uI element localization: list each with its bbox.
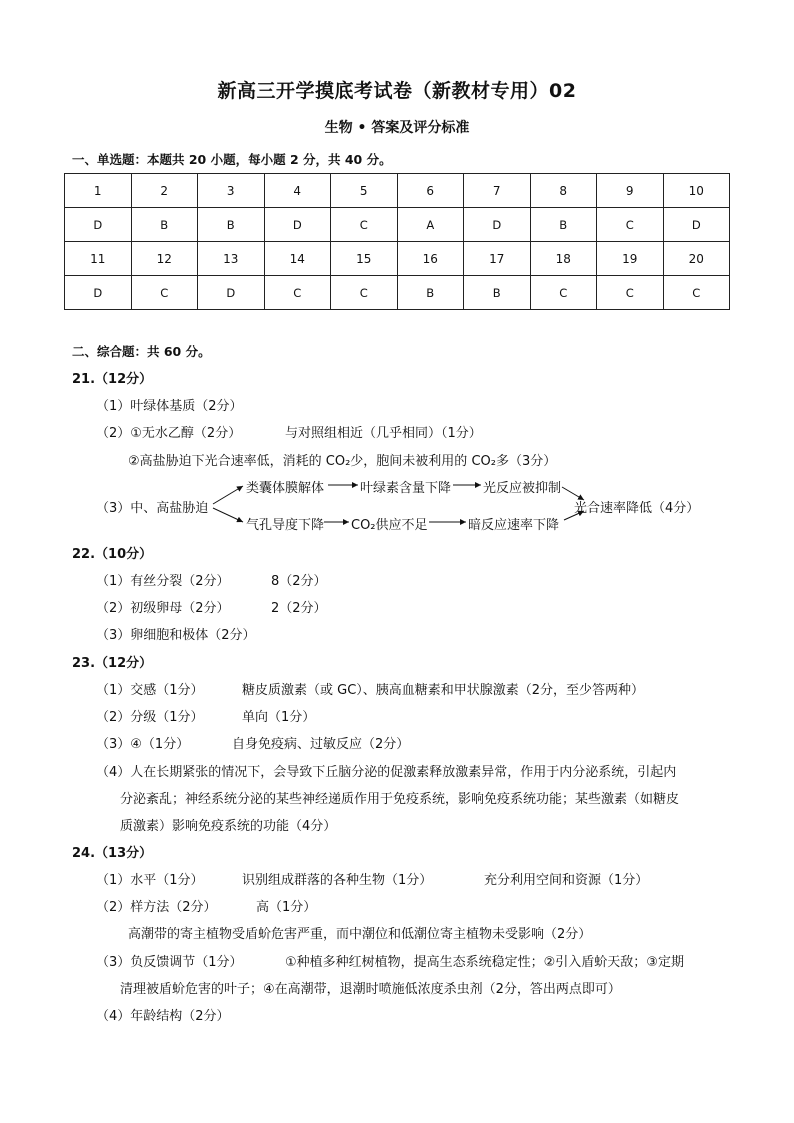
table-cell: 11 — [65, 242, 132, 276]
table-cell: 18 — [530, 242, 597, 276]
table-cell: 1 — [65, 174, 132, 208]
table-row — [65, 242, 730, 276]
table-cell: D — [464, 208, 531, 242]
q24-answer-3b: ①种植多种红树植物，提高生态系统稳定性；②引入盾蚧天敌；③定期 — [285, 955, 684, 970]
q21-heading: 21.（12分） — [72, 372, 153, 387]
q24-answer-1b: 识别组成群落的各种生物（1分） — [242, 873, 433, 888]
page-title: 新高三开学摸底考试卷（新教材专用）02 — [217, 80, 577, 102]
table-row — [65, 276, 730, 310]
table-cell: 6 — [397, 174, 464, 208]
q21-answer-2a: （2）①无水乙醇（2分） — [96, 426, 242, 441]
table-cell: C — [597, 208, 664, 242]
q22-answer-1a: （1）有丝分裂（2分） — [96, 574, 230, 589]
section1-heading: 一、单选题：本题共 20 小题，每小题 2 分，共 40 分。 — [72, 152, 392, 167]
diagram-node-co2: CO₂供应不足 — [351, 518, 428, 533]
table-cell: D — [65, 208, 132, 242]
q24-answer-1a: （1）水平（1分） — [96, 873, 204, 888]
q22-heading: 22.（10分） — [72, 547, 153, 562]
table-cell: 7 — [464, 174, 531, 208]
q24-answer-2c: 高潮带的寄主植物受盾蚧危害严重，而中潮位和低潮位寄主植物未受影响（2分） — [128, 927, 592, 942]
table-cell: C — [331, 208, 398, 242]
q21-answer-2b: 与对照组相近（几乎相同）（1分） — [285, 426, 482, 441]
table-cell: 15 — [331, 242, 398, 276]
q23-answer-4-line3: 质激素）影响免疫系统的功能（4分） — [120, 819, 337, 834]
table-row — [65, 208, 730, 242]
q23-heading: 23.（12分） — [72, 656, 153, 671]
diagram-node-chlorophyll: 叶绿素含量下降 — [360, 481, 452, 496]
q23-answer-1b: 糖皮质激素（或 GC）、胰高血糖素和甲状腺激素（2分，至少答两种） — [242, 683, 645, 698]
table-cell: C — [597, 276, 664, 310]
table-cell: 19 — [597, 242, 664, 276]
table-cell: 16 — [397, 242, 464, 276]
table-cell: C — [530, 276, 597, 310]
table-cell: 2 — [131, 174, 198, 208]
table-cell: 3 — [198, 174, 265, 208]
q22-answer-2a: （2）初级卵母（2分） — [96, 601, 230, 616]
table-cell: C — [264, 276, 331, 310]
table-cell: 12 — [131, 242, 198, 276]
table-cell: D — [65, 276, 132, 310]
diagram-node-membrane: 类囊体膜解体 — [246, 481, 325, 496]
diagram-node-light-reaction: 光反应被抑制 — [483, 481, 562, 496]
table-cell: D — [198, 276, 265, 310]
q21-flow-diagram — [96, 472, 726, 532]
q22-answer-3: （3）卵细胞和极体（2分） — [96, 628, 256, 643]
table-cell: A — [397, 208, 464, 242]
table-cell: 9 — [597, 174, 664, 208]
answer-table — [64, 173, 730, 310]
table-cell: C — [331, 276, 398, 310]
diagram-start-label: （3）中、高盐胁迫 — [96, 501, 209, 516]
q23-answer-4-line2: 分泌紊乱；神经系统分泌的某些神经递质作用于免疫系统，影响免疫系统功能；某些激素（如糖皮 — [120, 792, 680, 807]
q23-answer-4-line1: （4）人在长期紧张的情况下，会导致下丘脑分泌的促激素释放激素异常，作用于内分泌系统，引起内 — [96, 765, 677, 780]
diagram-result: 光合速率降低（4分） — [574, 501, 700, 516]
q21-answer-2c: ②高盐胁迫下光合速率低，消耗的 CO₂少，胞间未被利用的 CO₂多（3分） — [128, 454, 557, 469]
q23-answer-2a: （2）分级（1分） — [96, 710, 204, 725]
page-subtitle: 生物 • 答案及评分标准 — [324, 120, 470, 136]
table-cell: 20 — [663, 242, 730, 276]
table-cell: D — [663, 208, 730, 242]
table-cell: 10 — [663, 174, 730, 208]
q24-answer-1c: 充分利用空间和资源（1分） — [484, 873, 649, 888]
q23-answer-2b: 单向（1分） — [242, 710, 316, 725]
q23-answer-1a: （1）交感（1分） — [96, 683, 204, 698]
table-cell: C — [663, 276, 730, 310]
table-cell: B — [464, 276, 531, 310]
q24-answer-2b: 高（1分） — [256, 900, 317, 915]
q22-answer-1b: 8（2分） — [271, 574, 327, 589]
table-cell: 5 — [331, 174, 398, 208]
table-row — [65, 174, 730, 208]
table-cell: 14 — [264, 242, 331, 276]
section2-heading: 二、综合题：共 60 分。 — [72, 344, 211, 359]
table-cell: B — [397, 276, 464, 310]
q24-answer-3c: 清理被盾蚧危害的叶子；④在高潮带，退潮时喷施低浓度杀虫剂（2分，答出两点即可） — [120, 982, 621, 997]
table-cell: B — [131, 208, 198, 242]
table-cell: B — [198, 208, 265, 242]
table-cell: D — [264, 208, 331, 242]
table-cell: 4 — [264, 174, 331, 208]
q22-answer-2b: 2（2分） — [271, 601, 327, 616]
q24-answer-3a: （3）负反馈调节（1分） — [96, 955, 243, 970]
diagram-node-dark-reaction: 暗反应速率下降 — [468, 518, 560, 533]
table-cell: 17 — [464, 242, 531, 276]
q21-answer-1: （1）叶绿体基质（2分） — [96, 399, 243, 414]
q24-answer-2a: （2）样方法（2分） — [96, 900, 217, 915]
table-cell: 8 — [530, 174, 597, 208]
table-cell: C — [131, 276, 198, 310]
table-cell: 13 — [198, 242, 265, 276]
q23-answer-3b: 自身免疫病、过敏反应（2分） — [232, 737, 410, 752]
q24-answer-4: （4）年龄结构（2分） — [96, 1009, 230, 1024]
table-cell: B — [530, 208, 597, 242]
q24-heading: 24.（13分） — [72, 846, 153, 861]
q23-answer-3a: （3）④（1分） — [96, 737, 190, 752]
diagram-node-stomata: 气孔导度下降 — [246, 518, 325, 533]
